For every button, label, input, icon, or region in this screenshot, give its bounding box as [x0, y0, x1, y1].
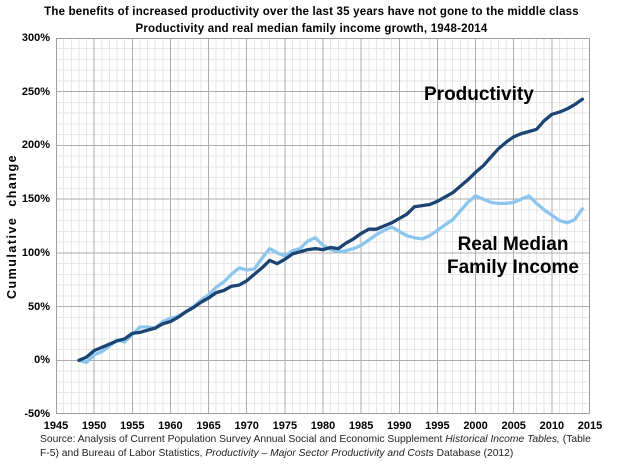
x-tick-label: 1975	[272, 420, 298, 432]
chart-subtitle: Productivity and real median family income growth, 1948-2014	[135, 23, 488, 35]
y-tick-label: 300%	[21, 32, 50, 44]
y-tick-label: -50%	[24, 408, 50, 420]
y-axis-label: Cumulative change	[5, 153, 19, 299]
x-tick-label: 1965	[196, 420, 221, 432]
x-tick-label: 1945	[43, 420, 69, 432]
y-tick-label: 250%	[21, 85, 50, 98]
source-italic-1: Historical Income Tables,	[445, 434, 560, 445]
income-label-line2: Family Income	[447, 257, 579, 278]
y-tick-label: 0%	[34, 354, 50, 367]
x-tick-label: 1970	[234, 420, 259, 432]
x-tick-label: 2015	[577, 420, 603, 432]
x-tick-label: 1955	[120, 420, 145, 432]
y-tick-label: 150%	[21, 193, 50, 206]
income-label-line1: Real Median	[457, 234, 569, 255]
x-tick-label: 1980	[310, 420, 336, 432]
x-tick-label: 2010	[539, 420, 565, 432]
source-text-3: Database (2012)	[433, 447, 514, 459]
x-tick-label: 1995	[425, 420, 450, 432]
income-line-label	[440, 233, 586, 279]
y-tick-label: 100%	[21, 246, 50, 259]
x-tick-label: 2000	[463, 420, 488, 432]
x-tick-label: 2005	[501, 420, 526, 432]
source-italic-2: Productivity – Major Sector Productivity and Costs	[205, 447, 434, 459]
x-tick-label: 1985	[348, 420, 374, 432]
y-tick-label: 50%	[27, 300, 50, 313]
source-note	[40, 433, 598, 460]
y-tick-label: 200%	[21, 139, 50, 152]
x-tick-label: 1950	[81, 420, 107, 432]
x-tick-label: 1960	[158, 420, 183, 432]
chart-title: The benefits of increased productivity over the last 35 years have not gone to the middle class	[44, 6, 579, 18]
productivity-line-label: Productivity	[424, 84, 534, 105]
source-text-2: (Table F-5) and Bureau of Labor Statistics,	[40, 434, 591, 459]
x-tick-label: 1990	[387, 420, 412, 432]
source-text-1: Source: Analysis of Current Population Survey Annual Social and Economic Supplement	[40, 434, 446, 445]
